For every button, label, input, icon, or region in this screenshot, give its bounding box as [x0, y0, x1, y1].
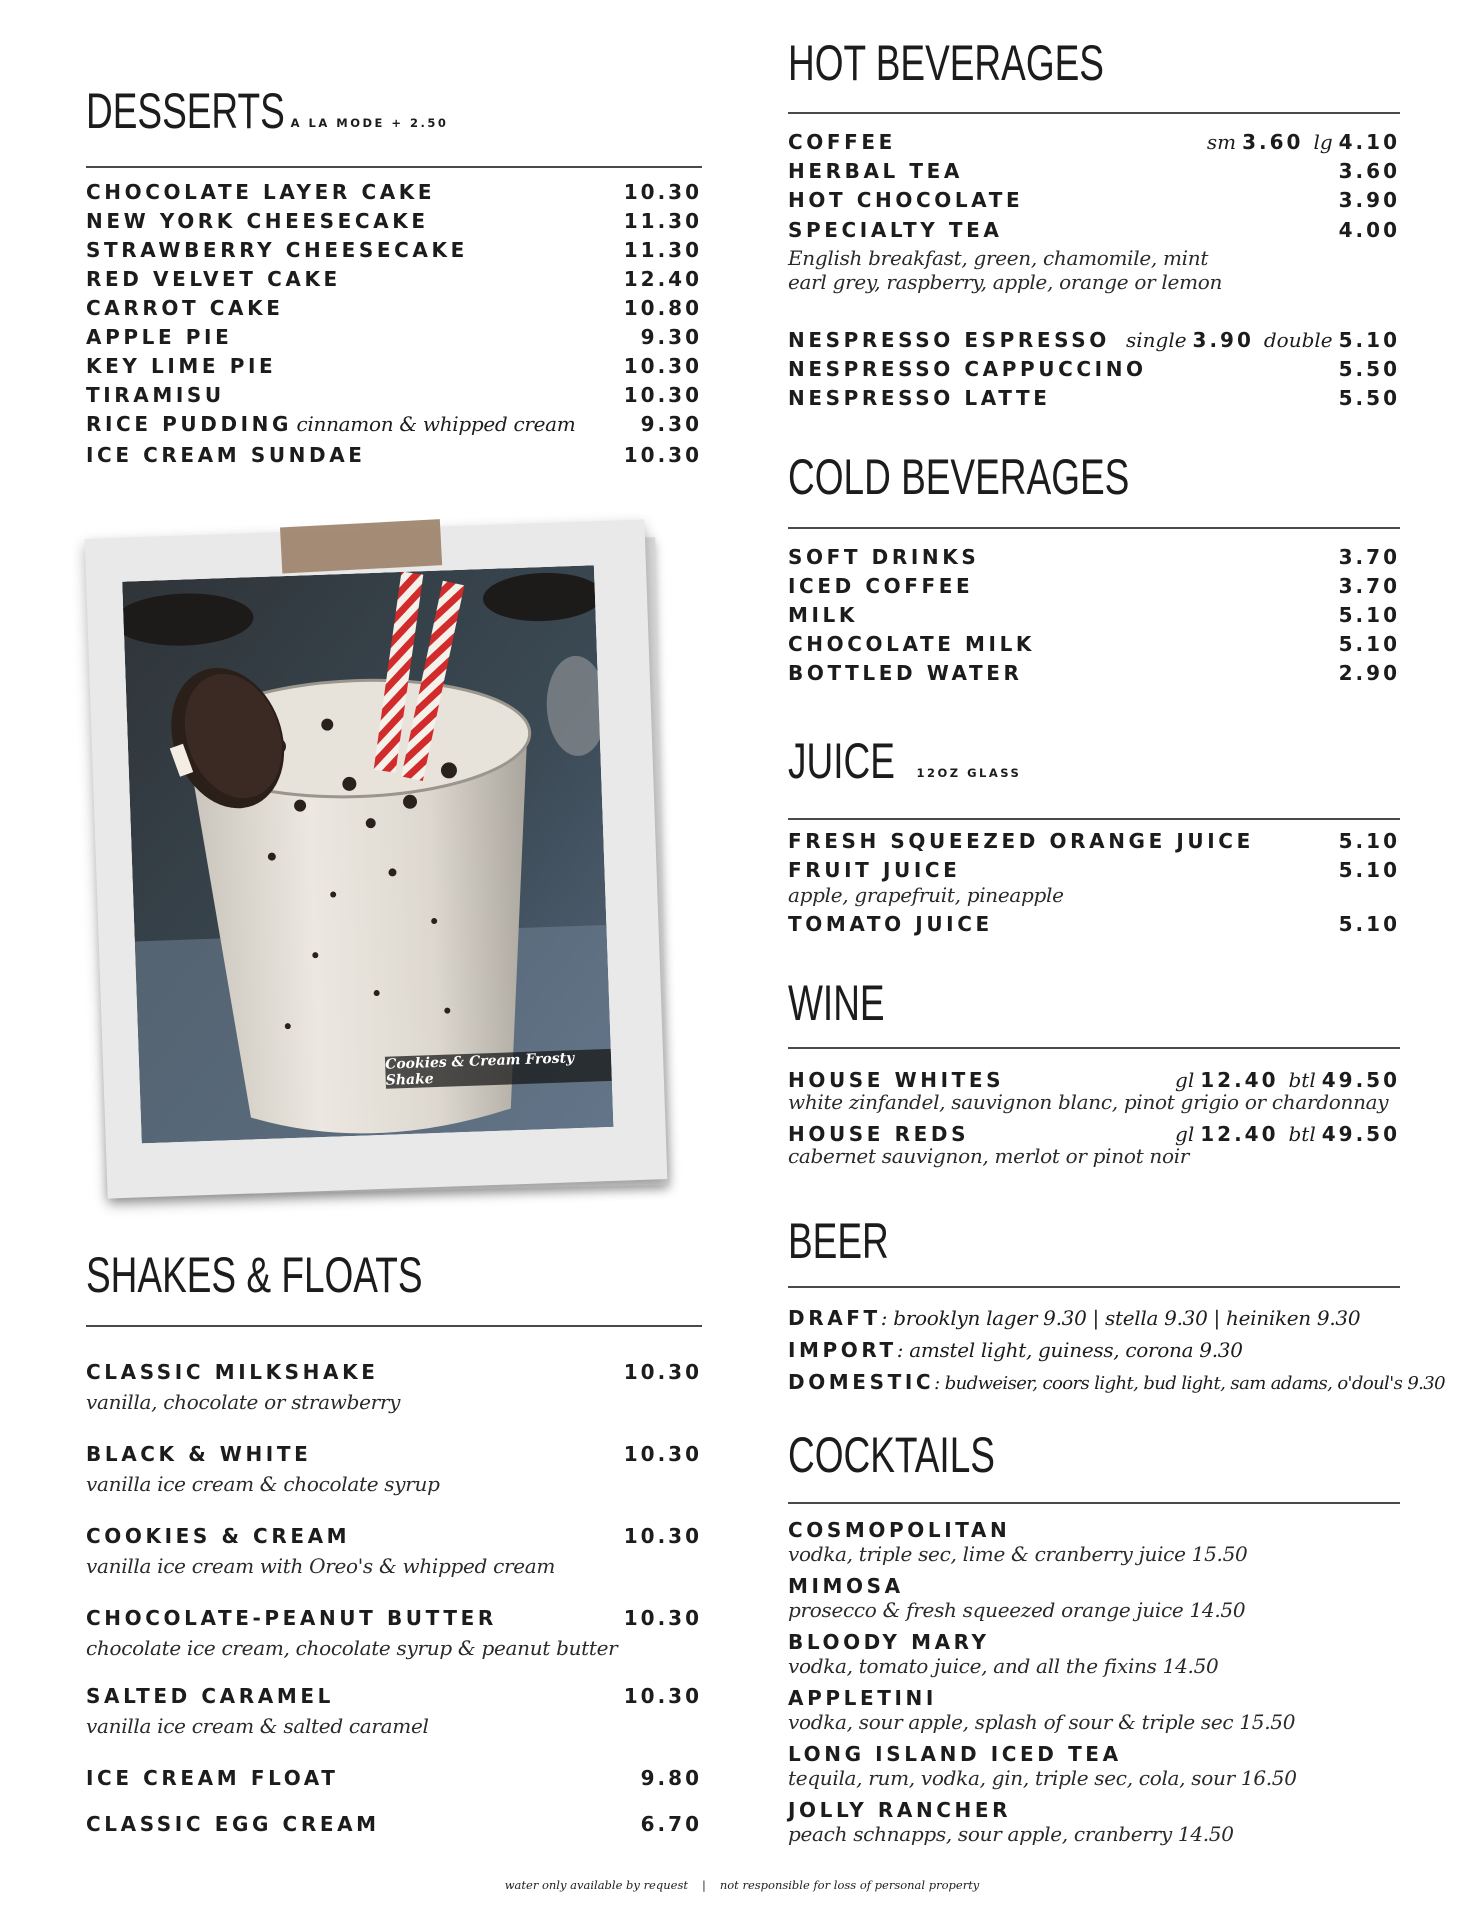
cold-title: COLD BEVERAGES — [788, 449, 1130, 505]
item-description: vanilla ice cream & chocolate syrup — [86, 1472, 440, 1496]
menu-item: CHOCOLATE LAYER CAKE 10.30 — [86, 180, 702, 204]
menu-item: HOUSE REDS gl 12.40 btl 49.50 — [788, 1122, 1400, 1146]
footer-right: not responsible for loss of personal property — [719, 1878, 980, 1892]
menu-item: NESPRESSO ESPRESSO single 3.90 double 5.10 — [788, 328, 1400, 352]
item-description: vodka, sour apple, splash of sour & triple sec 15.50 — [788, 1710, 1296, 1734]
wine-title: WINE — [788, 975, 885, 1031]
cocktails-title: COCKTAILS — [788, 1427, 995, 1483]
item-description: chocolate ice cream, chocolate syrup & peanut butter — [86, 1636, 618, 1660]
footer-note — [0, 1878, 1484, 1892]
menu-item: COFFEE sm 3.60 lg 4.10 — [788, 130, 1400, 154]
footer-left: water only available by request — [504, 1878, 688, 1892]
juice-subtitle: 12OZ GLASS — [916, 766, 1022, 780]
beer-import: IMPORT : amstel light, guiness, corona 9.30 — [788, 1338, 1243, 1362]
item-description: vanilla ice cream & salted caramel — [86, 1714, 429, 1738]
menu-item: LONG ISLAND ICED TEA — [788, 1742, 1122, 1766]
juice-title: JUICE — [788, 733, 895, 789]
milkshake-photo — [122, 565, 613, 1143]
item-description: vanilla, chocolate or strawberry — [86, 1390, 401, 1414]
item-description: vanilla ice cream with Oreo's & whipped cream — [86, 1554, 556, 1578]
menu-item: TOMATO JUICE 5.10 — [788, 912, 1400, 936]
hot-title: HOT BEVERAGES — [788, 35, 1104, 91]
beer-domestic: DOMESTIC : budweiser, coors light, bud light, sam adams, o'doul's 9.30 — [788, 1370, 1446, 1394]
shakes-title: SHAKES & FLOATS — [86, 1247, 423, 1303]
menu-item: FRESH SQUEEZED ORANGE JUICE 5.10 — [788, 829, 1400, 853]
menu-item: KEY LIME PIE 10.30 — [86, 354, 702, 378]
menu-item: ICE CREAM FLOAT 9.80 — [86, 1766, 702, 1790]
menu-item: BLACK & WHITE 10.30 — [86, 1442, 702, 1466]
menu-item: COOKIES & CREAM 10.30 — [86, 1524, 702, 1548]
menu-item: CARROT CAKE 10.80 — [86, 296, 702, 320]
menu-item: APPLE PIE 9.30 — [86, 325, 702, 349]
photo-card — [85, 519, 668, 1198]
menu-item: HERBAL TEA 3.60 — [788, 159, 1400, 183]
cocktails-rule — [788, 1502, 1400, 1504]
cold-header — [788, 449, 1249, 505]
menu-item: CLASSIC MILKSHAKE 10.30 — [86, 1360, 702, 1384]
beer-title: BEER — [788, 1213, 889, 1269]
menu-item: COSMOPOLITAN — [788, 1518, 1011, 1542]
beer-rule — [788, 1286, 1400, 1288]
item-description: apple, grapefruit, pineapple — [788, 883, 1064, 907]
menu-item: BLOODY MARY — [788, 1630, 990, 1654]
juice-header — [788, 733, 1022, 789]
menu-item: MIMOSA — [788, 1574, 904, 1598]
right-column — [788, 0, 1446, 1920]
desserts-subtitle: A LA MODE + 2.50 — [290, 116, 449, 130]
wine-rule — [788, 1047, 1400, 1049]
menu-item: APPLETINI — [788, 1686, 937, 1710]
cocktails-header — [788, 1427, 1068, 1483]
menu-item: SPECIALTY TEA 4.00 — [788, 218, 1400, 242]
menu-item: CLASSIC EGG CREAM 6.70 — [86, 1812, 702, 1836]
shakes-rule — [86, 1325, 702, 1327]
juice-rule — [788, 818, 1400, 820]
item-description: earl grey, raspberry, apple, orange or lemon — [788, 270, 1223, 294]
desserts-title: DESSERTS — [86, 83, 285, 139]
beer-header — [788, 1213, 924, 1269]
polaroid-photo — [96, 525, 686, 1215]
tape-strip — [280, 519, 442, 573]
menu-item: NESPRESSO CAPPUCCINO 5.50 — [788, 357, 1400, 381]
item-description: vodka, triple sec, lime & cranberry juice 15.50 — [788, 1542, 1248, 1566]
item-description: vodka, tomato juice, and all the fixins 14.50 — [788, 1654, 1219, 1678]
menu-item: JOLLY RANCHER — [788, 1798, 1012, 1822]
desserts-rule — [86, 166, 702, 168]
beer-draft: DRAFT : brooklyn lager 9.30 | stella 9.30 | heiniken 9.30 — [788, 1306, 1361, 1330]
item-description: English breakfast, green, chamomile, mint — [788, 246, 1209, 270]
menu-item: SALTED CARAMEL 10.30 — [86, 1684, 702, 1708]
menu-item: SOFT DRINKS 3.70 — [788, 545, 1400, 569]
menu-item: NESPRESSO LATTE 5.50 — [788, 386, 1400, 410]
menu-item: MILK 5.10 — [788, 603, 1400, 627]
cold-rule — [788, 527, 1400, 529]
menu-item: BOTTLED WATER 2.90 — [788, 661, 1400, 685]
footer-separator: | — [701, 1878, 706, 1892]
menu-item: HOUSE WHITES gl 12.40 btl 49.50 — [788, 1068, 1400, 1092]
item-description: peach schnapps, sour apple, cranberry 14.50 — [788, 1822, 1234, 1846]
photo-caption: Cookies & Cream Frosty Shake — [385, 1049, 612, 1089]
menu-item: ICE CREAM SUNDAE 10.30 — [86, 443, 702, 467]
menu-item: NEW YORK CHEESECAKE 11.30 — [86, 209, 702, 233]
item-description: cabernet sauvignon, merlot or pinot noir — [788, 1144, 1190, 1168]
desserts-header — [86, 83, 449, 139]
shakes-header — [86, 1247, 541, 1303]
item-description: cinnamon & whipped cream — [296, 412, 576, 436]
item-description: white zinfandel, sauvignon blanc, pinot grigio or chardonnay — [788, 1090, 1389, 1114]
menu-item: HOT CHOCOLATE 3.90 — [788, 188, 1400, 212]
menu-item: FRUIT JUICE 5.10 — [788, 858, 1400, 882]
item-description: prosecco & fresh squeezed orange juice 14.50 — [788, 1598, 1246, 1622]
menu-item: TIRAMISU 10.30 — [86, 383, 702, 407]
hot-rule — [788, 112, 1400, 114]
item-description: tequila, rum, vodka, gin, triple sec, cola, sour 16.50 — [788, 1766, 1297, 1790]
menu-item: CHOCOLATE MILK 5.10 — [788, 632, 1400, 656]
menu-item: STRAWBERRY CHEESECAKE 11.30 — [86, 238, 702, 262]
menu-item: RICE PUDDING cinnamon & whipped cream 9.30 — [86, 412, 702, 436]
hot-header — [788, 35, 1215, 91]
menu-item: ICED COFFEE 3.70 — [788, 574, 1400, 598]
wine-header — [788, 975, 919, 1031]
menu-item: CHOCOLATE-PEANUT BUTTER 10.30 — [86, 1606, 702, 1630]
menu-item: RED VELVET CAKE 12.40 — [86, 267, 702, 291]
